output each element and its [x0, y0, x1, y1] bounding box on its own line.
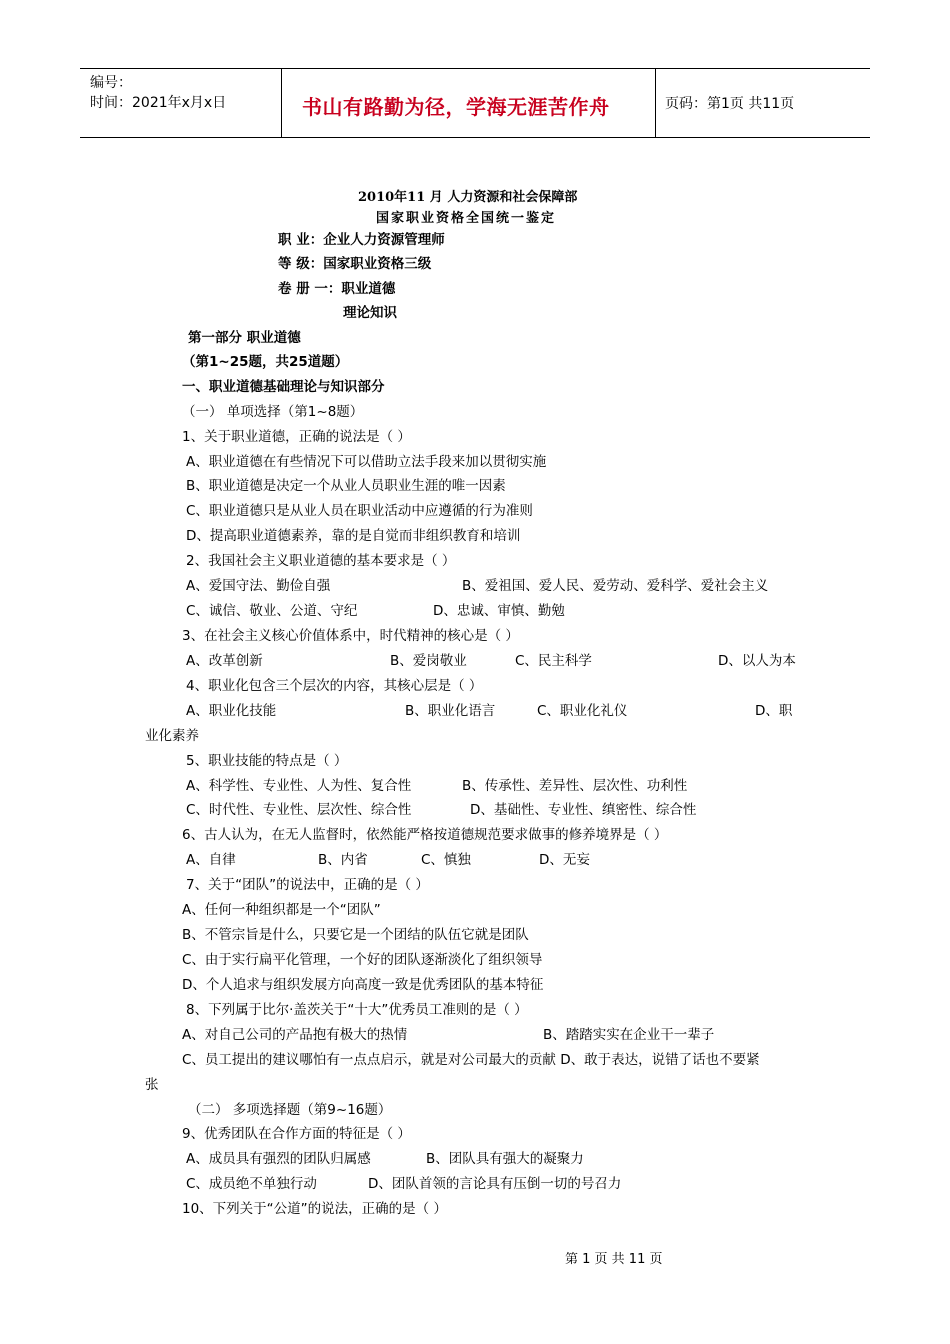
- header-page-info: 页码：第1页 共11页: [665, 96, 795, 112]
- question-3: 3、在社会主义核心价值体系中，时代精神的核心是（ ）: [182, 628, 519, 644]
- option-9a: A、成员具有强烈的团队归属感: [186, 1151, 371, 1167]
- header-divider: [655, 69, 656, 137]
- option-7d: D、个人追求与组织发展方向高度一致是优秀团队的基本特征: [182, 977, 544, 993]
- option-5d: D、基础性、专业性、缜密性、综合性: [470, 802, 697, 818]
- option-7c: C、由于实行扁平化管理，一个好的团队逐渐淡化了组织领导: [182, 952, 543, 968]
- header-box: [80, 68, 870, 138]
- question-10: 10、下列关于“公道”的说法，正确的是（ ）: [182, 1201, 447, 1217]
- title-line-2: 国家职业资格全国统一鉴定: [376, 211, 557, 226]
- option-6d: D、无妄: [539, 852, 590, 868]
- time-label: 时间：2021年x月x日: [90, 95, 227, 111]
- option-9c: C、成员绝不单独行动: [186, 1176, 317, 1192]
- option-2b: B、爱祖国、爱人民、爱劳动、爱科学、爱社会主义: [462, 578, 769, 594]
- option-3c: C、民主科学: [515, 653, 592, 669]
- option-7a: A、任何一种组织都是一个“团队”: [182, 902, 381, 918]
- option-4d: D、职: [755, 703, 793, 719]
- part-range: （第1~25题，共25道题）: [182, 354, 349, 370]
- option-6b: B、内省: [318, 852, 368, 868]
- option-4a: A、职业化技能: [186, 703, 277, 719]
- question-4: 4、职业化包含三个层次的内容，其核心层是（ ）: [186, 678, 483, 694]
- title-line-1: 2010年11 月 人力资源和社会保障部: [358, 190, 578, 205]
- option-3d: D、以人为本: [718, 653, 796, 669]
- subsection-heading-2: （二） 多项选择题（第9~16题）: [188, 1102, 392, 1118]
- question-9: 9、优秀团队在合作方面的特征是（ ）: [182, 1126, 411, 1142]
- part-heading: 第一部分 职业道德: [188, 330, 301, 346]
- option-3b: B、爱岗敬业: [390, 653, 467, 669]
- header-meta: [90, 73, 226, 113]
- occupation-line: 职 业：企业人力资源管理师: [278, 232, 445, 248]
- option-5c: C、时代性、专业性、层次性、综合性: [186, 802, 412, 818]
- subtitle-line: 理论知识: [343, 305, 397, 321]
- question-7: 7、关于“团队”的说法中，正确的是（ ）: [186, 877, 429, 893]
- option-4b: B、职业化语言: [405, 703, 496, 719]
- option-2d: D、忠诚、审慎、勤勉: [433, 603, 565, 619]
- option-7b: B、不管宗旨是什么，只要它是一个团结的队伍它就是团队: [182, 927, 529, 943]
- number-label: 编号：: [90, 75, 132, 91]
- question-5: 5、职业技能的特点是（ ）: [186, 753, 348, 769]
- volume-line: 卷 册 一：职业道德: [278, 281, 396, 297]
- option-6a: A、自律: [186, 852, 236, 868]
- subsection-heading: （一） 单项选择（第1~8题）: [182, 404, 364, 420]
- question-6: 6、古人认为，在无人监督时，依然能严格按道德规范要求做事的修养境界是（ ）: [182, 827, 668, 843]
- option-1b: B、职业道德是决定一个从业人员职业生涯的唯一因素: [186, 478, 506, 494]
- option-6c: C、慎独: [421, 852, 471, 868]
- question-8: 8、下列属于比尔·盖茨关于“十大”优秀员工准则的是（ ）: [186, 1002, 528, 1018]
- option-1c: C、职业道德只是从业人员在职业活动中应遵循的行为准则: [186, 503, 533, 519]
- page-footer: 第 1 页 共 11 页: [565, 1252, 663, 1267]
- option-1a: A、职业道德在有些情况下可以借助立法手段来加以贯彻实施: [186, 454, 547, 470]
- option-5a: A、科学性、专业性、人为性、复合性: [186, 778, 412, 794]
- option-4c: C、职业化礼仪: [537, 703, 628, 719]
- option-8c-8d: C、员工提出的建议哪怕有一点点启示，就是对公司最大的贡献 D、敢于表达，说错了话也不要紧: [182, 1052, 760, 1068]
- level-line: 等 级：国家职业资格三级: [278, 256, 432, 272]
- question-2: 2、我国社会主义职业道德的基本要求是（ ）: [186, 553, 456, 569]
- question-1: 1、关于职业道德，正确的说法是（ ）: [182, 429, 411, 445]
- option-8b: B、踏踏实实在企业干一辈子: [543, 1027, 715, 1043]
- option-1d: D、提高职业道德素养，靠的是自觉而非组织教育和培训: [186, 528, 521, 544]
- option-8d-continued: 张: [145, 1077, 159, 1093]
- option-4d-continued: 业化素养: [145, 728, 199, 744]
- option-9d: D、团队首领的言论具有压倒一切的号召力: [368, 1176, 622, 1192]
- option-9b: B、团队具有强大的凝聚力: [426, 1151, 584, 1167]
- option-8a: A、对自己公司的产品抱有极大的热情: [182, 1027, 408, 1043]
- section-heading: 一、职业道德基础理论与知识部分: [182, 379, 385, 395]
- header-motto: 书山有路勤为径，学海无涯苦作舟: [302, 95, 610, 119]
- option-2c: C、诚信、敬业、公道、守纪: [186, 603, 358, 619]
- option-2a: A、爱国守法、勤俭自强: [186, 578, 331, 594]
- option-5b: B、传承性、差异性、层次性、功利性: [462, 778, 688, 794]
- header-divider: [281, 69, 282, 137]
- option-3a: A、改革创新: [186, 653, 263, 669]
